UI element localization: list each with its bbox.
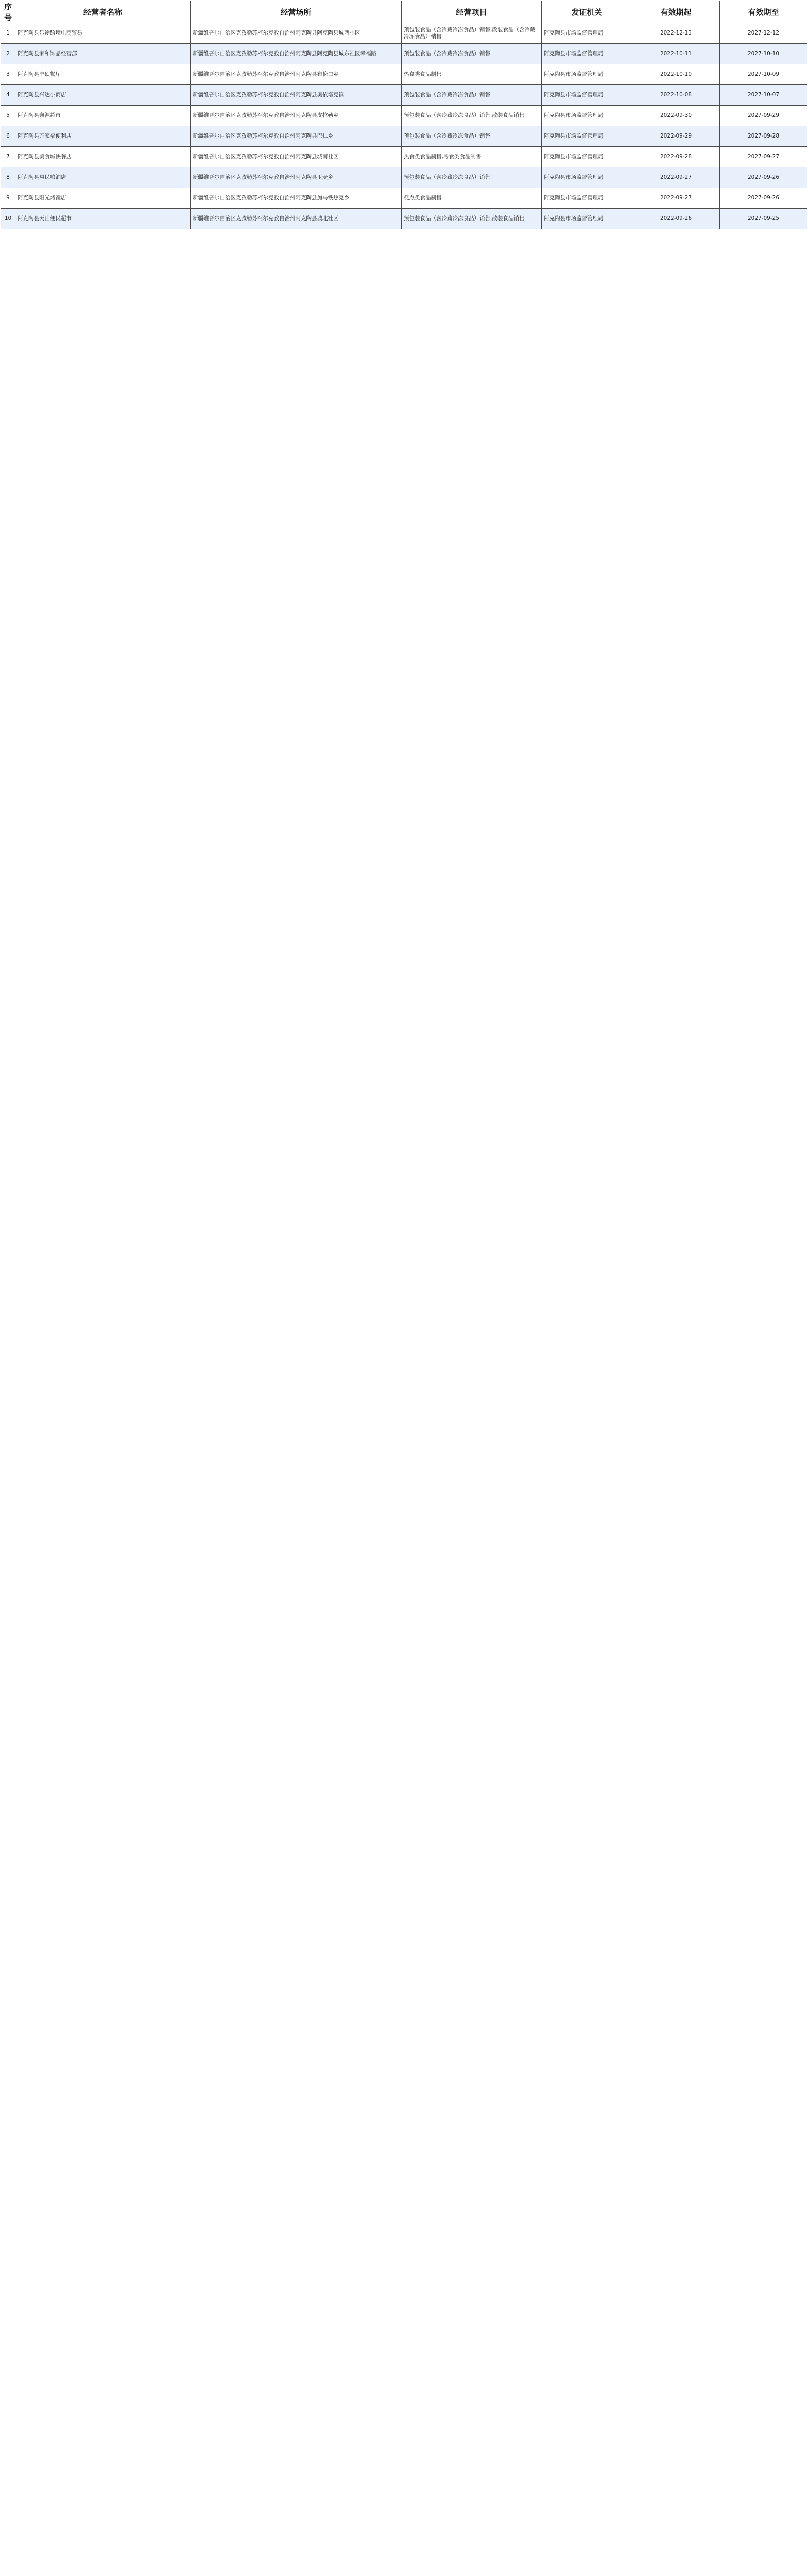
business-scope [402,126,542,147]
valid-from-date [632,167,720,188]
header-index: 序号 [1,1,15,23]
header-operator-name: 经营者名称 [15,1,191,23]
operator-name-text: 阿克陶县兴达小商店 [18,92,66,98]
business-scope-text: 预包装食品（含冷藏冷冻食品）销售 [404,50,490,57]
business-scope [402,209,542,229]
valid-to-date-text: 2027-09-26 [747,195,780,201]
premises-address-text: 新疆维吾尔自治区克孜勒苏柯尔克孜自治州阿克陶县城南社区 [193,154,339,160]
valid-to-date [720,147,807,167]
table-row [1,23,807,44]
table-row [1,147,807,167]
business-scope-text: 预包装食品（含冷藏冷冻食品）销售,散装食品（含冷藏冷冻食品）销售 [404,26,536,40]
valid-from-date-text: 2022-09-30 [660,112,692,118]
premises-address [191,209,402,229]
row-index [1,167,15,188]
business-scope [402,44,542,64]
valid-to-date [720,188,807,209]
operator-name [15,209,191,229]
table-row [1,126,807,147]
valid-to-date [720,126,807,147]
business-scope [402,23,542,44]
row-index [1,85,15,106]
premises-address-text: 新疆维吾尔自治区克孜勒苏柯尔克孜自治州阿克陶县布伦口乡 [193,71,339,77]
valid-to-date-text: 2027-09-28 [747,133,780,139]
row-index [1,209,15,229]
operator-name [15,64,191,85]
premises-address-text: 新疆维吾尔自治区克孜勒苏柯尔克孜自治州阿克陶县城北社区 [193,215,339,222]
row-index-text: 6 [6,133,10,139]
valid-to-date-text: 2027-09-25 [747,215,780,222]
issuing-authority-text: 阿克陶县市场监督管理局 [544,30,604,36]
operator-name-text: 阿克陶县天山便民超市 [18,215,72,222]
premises-address [191,44,402,64]
issuing-authority [542,147,632,167]
valid-from-date-text: 2022-09-26 [660,215,692,222]
valid-to-date-text: 2027-10-09 [747,71,780,77]
row-index [1,106,15,126]
issuing-authority-text: 阿克陶县市场监督管理局 [544,215,604,222]
issuing-authority-text: 阿克陶县市场监督管理局 [544,174,604,180]
premises-address-text: 新疆维吾尔自治区克孜勒苏柯尔克孜自治州阿克陶县加马铁热克乡 [193,195,350,201]
table-row [1,85,807,106]
issuing-authority-text: 阿克陶县市场监督管理局 [544,50,604,57]
valid-to-date [720,167,807,188]
operator-name-text: 阿克陶县万家福便利店 [18,133,72,139]
valid-to-date [720,23,807,44]
row-index-text: 2 [6,50,10,57]
header-business-scope: 经营项目 [402,1,542,23]
table-row [1,44,807,64]
valid-to-date [720,44,807,64]
issuing-authority-text: 阿克陶县市场监督管理局 [544,154,604,160]
row-index [1,147,15,167]
premises-address [191,167,402,188]
row-index-text: 3 [6,71,10,77]
row-index-text: 10 [4,215,12,222]
operator-name-text: 阿克陶县乐途跨境电商贸易 [18,30,82,36]
header-valid-from: 有效期起 [632,1,720,23]
operator-name [15,188,191,209]
issuing-authority [542,209,632,229]
table-row [1,64,807,85]
operator-name-text: 阿克陶县阳光烤馕店 [18,195,66,201]
business-scope-text: 预包装食品（含冷藏冷冻食品）销售,散装食品销售 [404,215,525,222]
valid-from-date-text: 2022-09-27 [660,195,692,201]
header-issuing-authority: 发证机关 [542,1,632,23]
valid-from-date-text: 2022-10-08 [660,92,692,98]
row-index-text: 8 [6,174,10,180]
operator-name-text: 阿克陶县鑫源超市 [18,112,61,118]
valid-from-date [632,64,720,85]
valid-to-date-text: 2027-09-29 [747,112,780,118]
issuing-authority-text: 阿克陶县市场监督管理局 [544,195,604,201]
premises-address [191,85,402,106]
issuing-authority [542,44,632,64]
valid-to-date-text: 2027-09-26 [747,174,780,180]
valid-from-date [632,126,720,147]
valid-from-date [632,85,720,106]
valid-from-date-text: 2022-09-28 [660,154,692,160]
business-scope [402,167,542,188]
row-index-text: 4 [6,92,10,98]
table-row [1,209,807,229]
table-row [1,167,807,188]
valid-to-date-text: 2027-10-07 [747,92,780,98]
table-body [1,23,807,229]
header-valid-to: 有效期至 [720,1,807,23]
business-scope [402,64,542,85]
operator-name [15,147,191,167]
operator-name [15,167,191,188]
row-index-text: 9 [6,195,10,201]
valid-to-date-text: 2027-09-27 [747,154,780,160]
row-index [1,126,15,147]
premises-address-text: 新疆维吾尔自治区克孜勒苏柯尔克孜自治州阿克陶县奥依塔克镇 [193,92,344,98]
issuing-authority [542,126,632,147]
operator-name [15,106,191,126]
issuing-authority [542,85,632,106]
table-header-row [1,1,807,23]
row-index-text: 7 [6,154,10,160]
operator-name-text: 阿克陶县美食城快餐店 [18,154,72,160]
operator-name-text: 阿克陶县家和饰品经营部 [18,50,77,57]
business-scope-text: 预包装食品（含冷藏冷冻食品）销售 [404,133,490,139]
valid-from-date-text: 2022-10-11 [660,50,692,57]
premises-address-text: 新疆维吾尔自治区克孜勒苏柯尔克孜自治州阿克陶县阿克陶县城东社区幸福路 [193,50,376,57]
operator-name [15,44,191,64]
operator-name [15,23,191,44]
valid-from-date [632,106,720,126]
business-scope-text: 预包装食品（含冷藏冷冻食品）销售,散装食品销售 [404,112,525,118]
row-index [1,188,15,209]
row-index-text: 5 [6,112,10,118]
premises-address [191,106,402,126]
row-index [1,64,15,85]
issuing-authority [542,167,632,188]
valid-to-date-text: 2027-12-12 [747,30,780,36]
row-index-text: 1 [6,30,10,36]
valid-from-date-text: 2022-09-29 [660,133,692,139]
business-scope [402,106,542,126]
premises-address [191,64,402,85]
operator-name-text: 阿克陶县惠民粮油店 [18,174,66,180]
issuing-authority-text: 阿克陶县市场监督管理局 [544,71,604,77]
premises-address-text: 新疆维吾尔自治区克孜勒苏柯尔克孜自治州阿克陶县皮拉勒乡 [193,112,339,118]
premises-address-text: 新疆维吾尔自治区克孜勒苏柯尔克孜自治州阿克陶县玉麦乡 [193,174,333,180]
valid-from-date-text: 2022-10-10 [660,71,692,77]
premises-address-text: 新疆维吾尔自治区克孜勒苏柯尔克孜自治州阿克陶县阿克陶县城西小区 [193,30,360,36]
issuing-authority [542,106,632,126]
issuing-authority-text: 阿克陶县市场监督管理局 [544,92,604,98]
business-scope-text: 热食类食品制售,冷食类食品制售 [404,154,482,160]
issuing-authority-text: 阿克陶县市场监督管理局 [544,133,604,139]
business-scope [402,85,542,106]
valid-from-date [632,147,720,167]
premises-address [191,126,402,147]
operator-name [15,126,191,147]
issuing-authority-text: 阿克陶县市场监督管理局 [544,112,604,118]
valid-to-date [720,106,807,126]
valid-to-date [720,64,807,85]
table-row [1,106,807,126]
business-scope-text: 预包装食品（含冷藏冷冻食品）销售 [404,92,490,98]
business-scope-text: 热食类食品制售 [404,71,442,77]
valid-from-date-text: 2022-12-13 [660,30,692,36]
business-scope [402,188,542,209]
valid-from-date [632,44,720,64]
issuing-authority [542,64,632,85]
operator-name [15,85,191,106]
premises-address [191,188,402,209]
business-scope-text: 预包装食品（含冷藏冷冻食品）销售 [404,174,490,180]
business-scope-text: 糕点类食品制售 [404,195,442,201]
food-license-table [1,1,807,229]
premises-address [191,147,402,167]
valid-from-date [632,209,720,229]
valid-to-date [720,209,807,229]
table-row [1,188,807,209]
header-premises: 经营场所 [191,1,402,23]
row-index [1,44,15,64]
valid-to-date [720,85,807,106]
valid-from-date [632,23,720,44]
valid-from-date [632,188,720,209]
valid-to-date-text: 2027-10-10 [747,50,780,57]
operator-name-text: 阿克陶县丰硕餐厅 [18,71,61,77]
premises-address-text: 新疆维吾尔自治区克孜勒苏柯尔克孜自治州阿克陶县巴仁乡 [193,133,333,139]
issuing-authority [542,23,632,44]
valid-from-date-text: 2022-09-27 [660,174,692,180]
issuing-authority [542,188,632,209]
premises-address [191,23,402,44]
business-scope [402,147,542,167]
row-index [1,23,15,44]
